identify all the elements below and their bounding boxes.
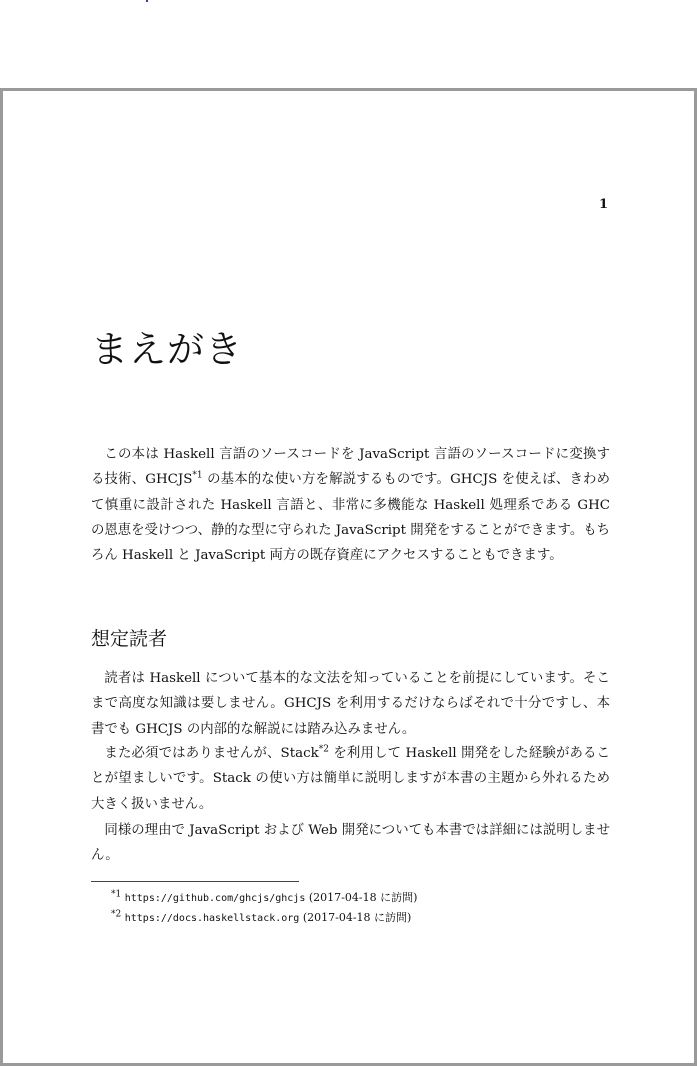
footnote-note: (2017-04-18 に訪問) [299,911,412,924]
footnote-link[interactable]: https://github.com/ghcjs/ghcjs [124,893,306,904]
document-page [0,88,697,1066]
chapter-title: まえがき [91,328,243,371]
footnote-link[interactable]: https://docs.haskellstack.org [124,913,300,924]
stack-paragraph [91,741,610,817]
footnote-mark: *1 [111,889,122,900]
footnote-1 [111,888,417,908]
stray-dot [146,0,148,2]
footnote-ref-2[interactable]: *2 [318,744,329,755]
section-title: 想定読者 [91,628,168,650]
intro-text-2: の基本的な使い方を解説するものです。GHCJS を使えば、きわめて慎重に設計された Haskell 言語と、非常に多機能な Haskell 処理系である GHC の恩恵を受けつつ、静的な型に守られた JavaScript 開発をすることができます。もちろん Haskell と JavaScript 両方の既存資産にアクセスすることもできます。 [91,472,611,564]
intro-paragraph [91,442,610,568]
stack-text-2: を利用して Haskell 開発をした経験があることが望ましいです。Stack の使い方は簡単に説明しますが本書の主題から外れるため大きく扱いません。 [91,746,611,812]
footnote-note: (2017-04-18 に訪問) [305,891,418,904]
stack-text-1: また必須ではありませんが、Stack [104,746,319,761]
page-number: 1 [598,197,608,212]
footnote-2 [111,908,417,928]
footnote-divider [91,881,299,882]
footnote-mark: *2 [111,909,122,920]
intro-text-1: この本は Haskell 言語のソースコードを JavaScript 言語のソースコードに変換する技術、GHCJS [91,447,610,488]
readers-paragraph: 読者は Haskell について基本的な文法を知っていることを前提にしています。そこまで高度な知識は要しません。GHCJS を利用するだけならばそれで十分ですし、本書でも GHCJS の内部的な解説には踏み込みません。 [91,671,610,737]
footnotes [111,888,417,928]
footnote-ref-1[interactable]: *1 [192,470,203,481]
web-paragraph: 同様の理由で JavaScript および Web 開発についても本書では詳細には説明しません。 [91,823,610,864]
